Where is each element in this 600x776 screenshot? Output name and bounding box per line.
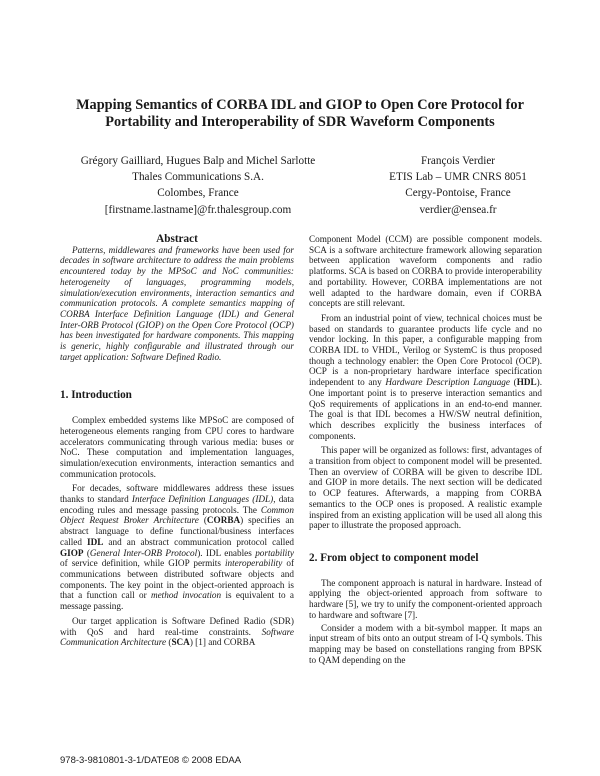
paper-title — [60, 97, 540, 131]
section-1-heading: 1. Introduction — [60, 389, 132, 402]
col2-paragraph-4: Consider a modem with a bit-symbol mapper. It maps an input stream of bits onto an output stream of I-Q symbols. This mapping may be based on constellations ranging from BPSK to QAM depending on the — [309, 622, 542, 665]
section-2-heading: 2. From object to component model — [309, 551, 479, 564]
title-line-2: Portability and Interoperability of SDR Waveform Components — [105, 114, 495, 130]
intro-paragraph-1: Complex embedded systems like MPSoC are composed of heterogeneous elements ranging from CPU cores to hardware accelerators communicating through various media: buses or NoC. These computation and implementation languages, simulation/execution environments, interaction semantics and communication protocols. — [60, 415, 294, 479]
author-location: Colombes, France — [157, 187, 239, 200]
right-column — [309, 234, 542, 665]
abstract-text: Patterns, middlewares and frameworks have been used for decades in software architecture to address the main problems encountered today by the MPSoC and NoC communities: heterogeneity of languages, programming models, simulation/execution environments, interaction semantics and communication protocols. A complete semantics mapping of CORBA Interface Definition Language (IDL) and General Inter-ORB Protocol (GIOP) on the Open Core Protocol (OCP) has been investigated for hardware components. This mapping is generic, highly configurable and illustrated through our target application: Software Defined Radio. — [60, 244, 294, 362]
col2-paragraph-1: From an industrial point of view, technical choices must be based on standards to guarantee products life cycle and no vendor locking. In this paper, a configurable mapping from CORBA IDL to VHDL, Verilog or SystemC is thus proposed though a technology enabler: the Open Core Protocol (OCP). OCP is a non-proprietary hardware interface specification independent to any Hardware Description Language (HDL). One important point is to preserve interaction semantics and QoS requirements of applications in an end-to-end manner. The goal is that IDL becomes a HW/SW neutral definition, which describes explicitly the business interfaces of components. — [309, 312, 542, 441]
author-email: verdier@ensea.fr — [419, 203, 497, 216]
author-affiliation: Thales Communications S.A. — [132, 171, 264, 184]
title-line-1: Mapping Semantics of CORBA IDL and GIOP to Open Core Protocol for — [76, 97, 524, 113]
abstract-heading: Abstract — [156, 233, 198, 245]
author-location: Cergy-Pontoise, France — [405, 187, 511, 200]
author-affiliation: ETIS Lab – UMR CNRS 8051 — [389, 171, 527, 184]
copyright-footer: 978-3-9810801-3-1/DATE08 © 2008 EDAA — [60, 755, 242, 766]
author-names: François Verdier — [420, 155, 496, 167]
col2-paragraph-0: Component Model (CCM) are possible component models. SCA is a software architecture framework allowing separation between application waveform components and radio platforms. SCA is based on CORBA to provide interoperability and portability. However, CORBA implementations are not well adapted to the hardware domain, even if CORBA concepts are still relevant. — [309, 234, 542, 309]
col2-paragraph-2: This paper will be organized as follows: first, advantages of a transition from object to component model will be presented. Then an overview of CORBA will be given to describe IDL and GIOP in more details. The next section will be dedicated to OCP features. Afterwards, a mapping from CORBA semantics to the OCP ones is proposed. A realistic example inspired from an existing application will be used all along this paper to illustrate the proposed approach. — [309, 445, 542, 531]
intro-paragraph-2: For decades, software middlewares address these issues thanks to standard Interface Definition Languages (IDL), data encoding rules and message passing protocols. The Common Object Request Broker Architecture (CORBA) specifies an abstract language to define functional/business interfaces called IDL and an abstract communication protocol called GIOP (General Inter-ORB Protocol). IDL enables portability of service definition, while GIOP permits interoperability of communications between distributed software objects and components. The key point in the object-oriented approach is that a function call or method invocation is equivalent to a message passing. — [60, 483, 295, 612]
author-block-left — [54, 153, 342, 218]
author-email: [firstname.lastname]@fr.thalesgroup.com — [104, 203, 292, 216]
left-column — [60, 234, 294, 648]
author-block-right — [352, 153, 564, 218]
col2-paragraph-3: The component approach is natural in hardware. Instead of applying the object-oriented approach from software to hardware [5], we try to unify the component-oriented approach to hardware and software [7]. — [309, 577, 542, 620]
author-names: Grégory Gailliard, Hugues Balp and Michel Sarlotte — [80, 155, 316, 167]
intro-paragraph-3: Our target application is Software Defined Radio (SDR) with QoS and hard real-time constraints. Software Communication Architecture (SCA) [1] and CORBA — [60, 615, 294, 648]
